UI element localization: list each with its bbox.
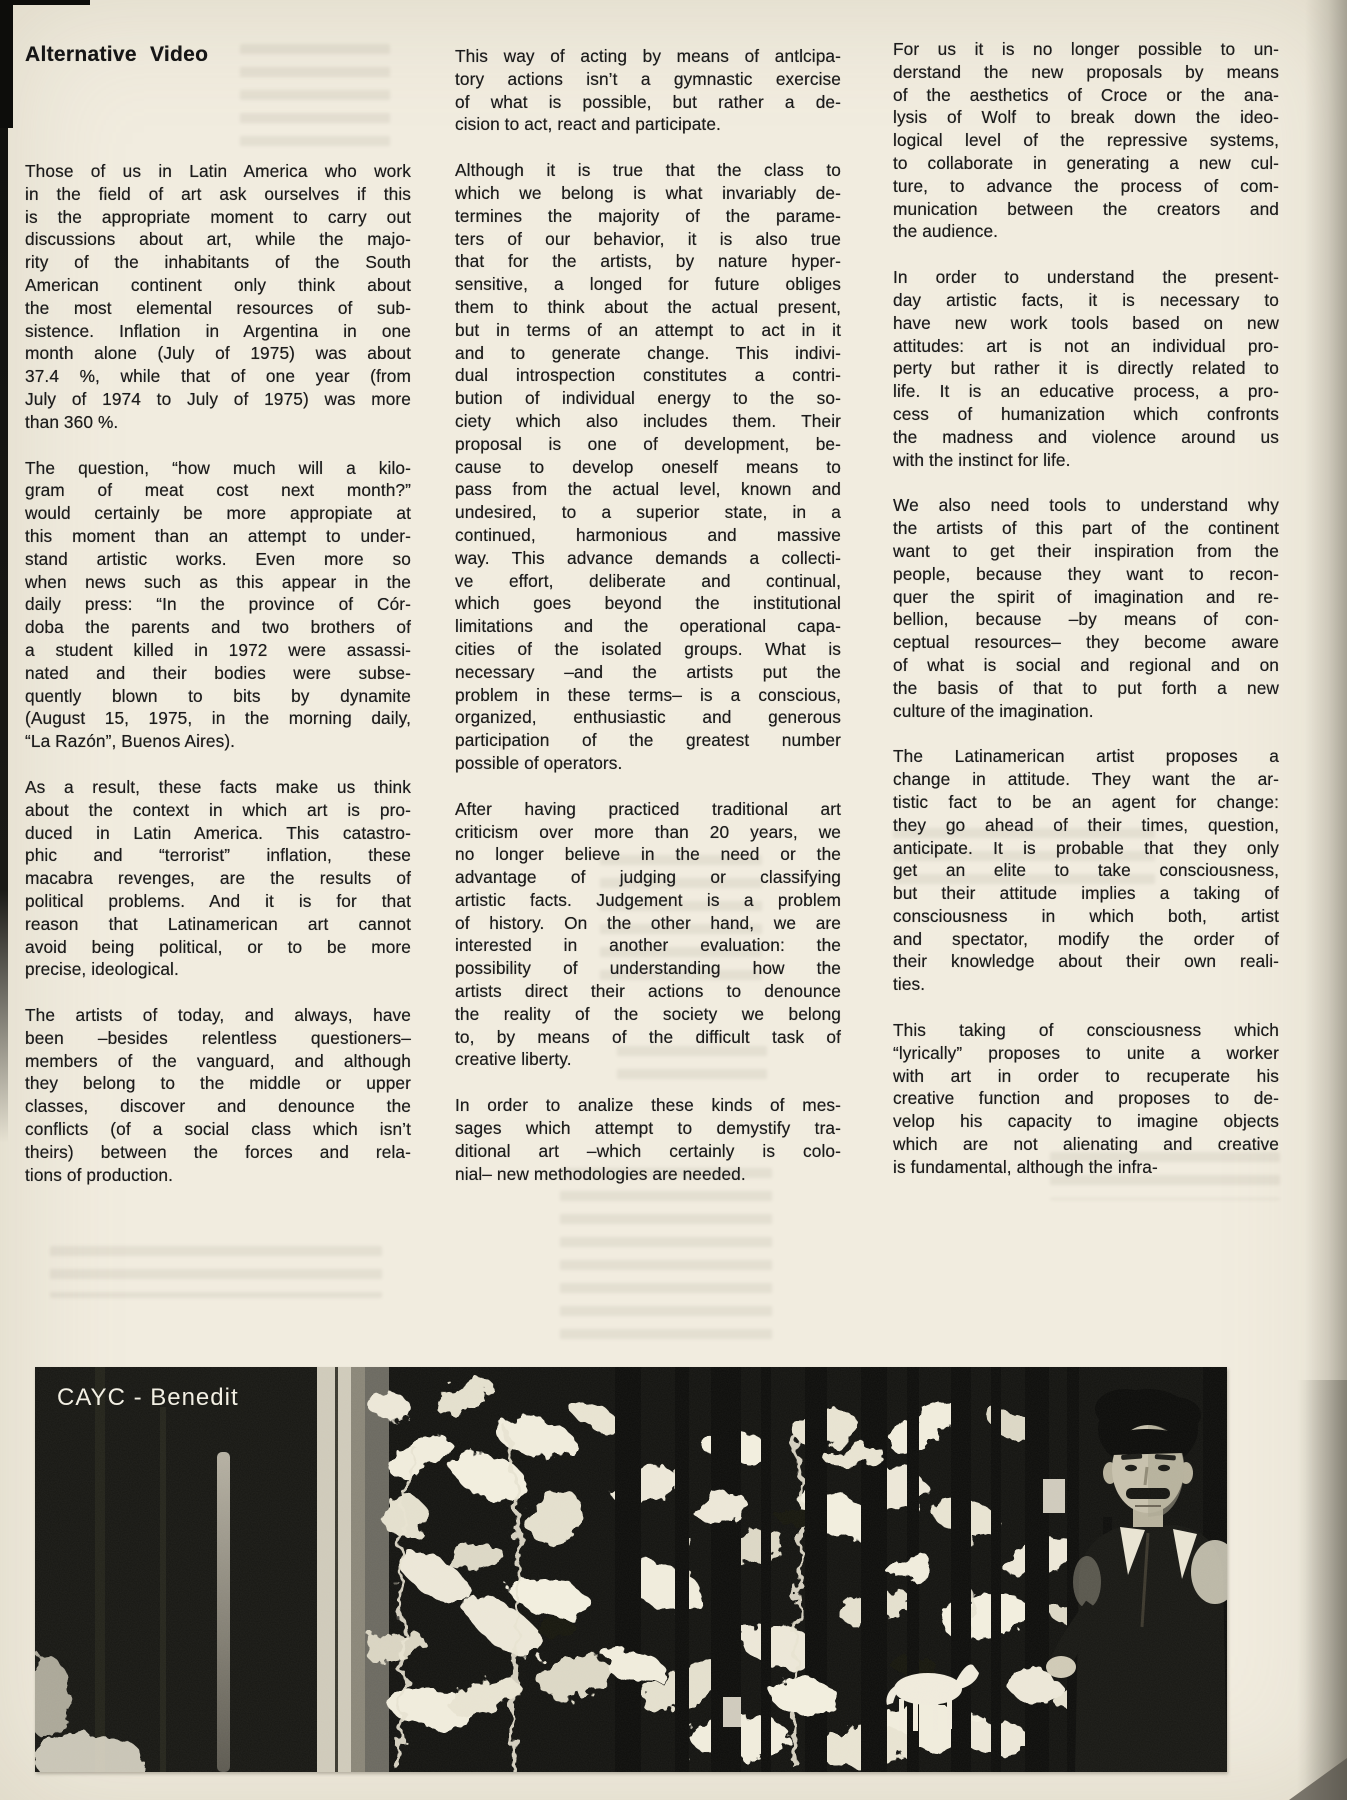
photo-cayc-benedit	[35, 1367, 1227, 1772]
text-line: and to generate change. This indivi-	[455, 342, 841, 363]
text-line: tory actions isn’t a gymnastic exercise	[455, 68, 841, 89]
text-line: of what is possible, but rather a de-	[455, 91, 841, 112]
text-column-1	[25, 160, 411, 1209]
text-line: cess of humanization which confronts	[893, 403, 1279, 424]
text-line: sensitive, a longed for future obliges	[455, 274, 841, 295]
text-line: theirs) between the forces and rela-	[25, 1141, 411, 1162]
text-line: rity of the inhabitants of the South	[25, 252, 411, 273]
text-line: proposal is one of development, be-	[455, 433, 841, 454]
text-line: nial– new methodologies are needed.	[455, 1163, 746, 1184]
text-line: which are not alienating and creative	[893, 1134, 1279, 1155]
text-line: “La Razón”, Buenos Aires).	[25, 731, 236, 752]
text-line: The question, “how much will a kilo-	[25, 457, 411, 478]
text-line: day artistic facts, it is necessary to	[893, 289, 1279, 310]
text-line: culture of the imagination.	[893, 700, 1094, 721]
page-edge-shadow	[1297, 1380, 1347, 1800]
text-line: ties.	[893, 974, 926, 995]
text-line: termines the majority of the parame-	[455, 205, 841, 226]
text-line: people, because they want to recon-	[893, 563, 1279, 584]
text-line: After having practiced traditional art	[455, 798, 841, 819]
scan-edge-artifact	[0, 128, 8, 1143]
text-line: doba the parents and two brothers of	[25, 617, 411, 638]
photo-caption: CAYC - Benedit	[57, 1384, 239, 1411]
paragraph	[455, 798, 841, 1072]
text-line: of history. On the other hand, we are	[455, 912, 841, 933]
text-line: precise, ideological.	[25, 959, 179, 980]
text-line: 37.4 %, while that of one year (from	[25, 366, 411, 387]
text-line: The artists of today, and always, have	[25, 1005, 411, 1026]
text-line: the audience.	[893, 221, 999, 242]
text-line: when news such as this appear in the	[25, 571, 411, 592]
text-line: the artists of this part of the continent	[893, 518, 1279, 539]
paragraph	[455, 1094, 841, 1185]
text-line: ditional art –which certainly is colo-	[455, 1140, 841, 1161]
text-line: of the aesthetics of Croce or the ana-	[893, 84, 1279, 105]
text-line: quer the spirit of imagination and re-	[893, 586, 1279, 607]
text-line: creative function and proposes to de-	[893, 1088, 1279, 1109]
text-line: participation of the greatest number	[455, 730, 841, 751]
text-line: organized, enthusiastic and generous	[455, 707, 841, 728]
bleed-through-text	[50, 1246, 382, 1298]
text-line: limitations and the operational capa-	[455, 616, 841, 637]
text-line: problem in these terms– is a conscious,	[455, 684, 841, 705]
text-line: change in attitude. They want the ar-	[893, 769, 1279, 790]
text-line: with the instinct for life.	[893, 449, 1071, 470]
text-line: the basis of that to put forth a new	[893, 677, 1279, 698]
text-line: creative liberty.	[455, 1049, 572, 1070]
text-line: The Latinamerican artist proposes a	[893, 746, 1279, 767]
text-line: attitudes: art is not an individual pro-	[893, 335, 1279, 356]
text-line: political problems. And it is for that	[25, 890, 411, 911]
text-line: ceptual resources– they become aware	[893, 632, 1279, 653]
text-line: macabra revenges, are the results of	[25, 868, 411, 889]
text-line: they go ahead of their times, question,	[893, 814, 1279, 835]
text-line: of what is social and regional and on	[893, 654, 1279, 675]
text-line: get an elite to take consciousness,	[893, 860, 1279, 881]
text-line: quently blown to bits by dynamite	[25, 685, 411, 706]
text-line: way. This advance demands a collecti-	[455, 547, 841, 568]
text-line: is the appropriate moment to carry out	[25, 206, 411, 227]
text-line: possibility of understanding how the	[455, 958, 841, 979]
text-line: consciousness in which both, artist	[893, 905, 1279, 926]
text-line: stand artistic works. Even more so	[25, 548, 411, 569]
text-line: Those of us in Latin America who work	[25, 161, 411, 181]
text-line: the madness and violence around us	[893, 426, 1279, 447]
text-line: is fundamental, although the infra-	[893, 1156, 1158, 1177]
text-line: possible of operators.	[455, 752, 623, 773]
text-line: no longer believe in the need or the	[455, 844, 841, 865]
text-line: (August 15, 1975, in the morning daily,	[25, 708, 411, 729]
text-line: life. It is an educative process, a pro-	[893, 381, 1279, 402]
text-line: necessary –and the artists put the	[455, 661, 841, 682]
text-line: criticism over more than 20 years, we	[455, 821, 841, 842]
text-line: ters of our behavior, it is also true	[455, 228, 841, 249]
text-line: which we belong is what invariably de-	[455, 182, 841, 203]
paragraph	[25, 160, 411, 434]
text-line: than 360 %.	[25, 411, 119, 432]
text-line: pass from the actual level, known and	[455, 479, 841, 500]
paragraph	[25, 1004, 411, 1186]
text-line: in the field of art ask ourselves if this	[25, 183, 411, 204]
text-line: munication between the creators and	[893, 198, 1279, 219]
text-line: the reality of the society we belong	[455, 1003, 841, 1024]
text-line: avoid being political, or to be more	[25, 936, 411, 957]
text-line: reason that Latinamerican art cannot	[25, 913, 411, 934]
text-line: tions of production.	[25, 1164, 174, 1185]
text-line: want to get their inspiration from the	[893, 540, 1279, 561]
photo-illustration	[35, 1367, 1227, 1772]
text-line: members of the vanguard, and although	[25, 1050, 411, 1071]
text-line: Although it is true that the class to	[455, 160, 841, 181]
text-line: anticipate. It is probable that they only	[893, 837, 1279, 858]
text-line: month alone (July of 1975) was about	[25, 343, 411, 364]
text-line: artists direct their actions to denounce	[455, 981, 841, 1002]
text-line: bution of individual energy to the so-	[455, 388, 841, 409]
text-line: cities of the isolated groups. What is	[455, 638, 841, 659]
text-line: but in terms of an attempt to act in it	[455, 319, 841, 340]
text-line: sistence. Inflation in Argentina in one	[25, 320, 411, 341]
text-line: This taking of consciousness which	[893, 1020, 1279, 1041]
paragraph	[893, 494, 1279, 722]
text-line: For us it is no longer possible to un-	[893, 39, 1279, 59]
text-line: phic and “terrorist” inflation, these	[25, 845, 411, 866]
text-line: In order to understand the present-	[893, 267, 1279, 288]
text-line: them to think about the actual present,	[455, 296, 841, 317]
text-line: their knowledge about their own reali-	[893, 951, 1279, 972]
text-line: duced in Latin America. This catastro-	[25, 822, 411, 843]
text-line: classes, discover and denounce the	[25, 1096, 411, 1117]
text-line: that for the artists, by nature hyper-	[455, 251, 841, 272]
paragraph	[25, 457, 411, 753]
text-line: In order to analize these kinds of mes-	[455, 1095, 841, 1116]
text-line: This way of acting by means of antlcipa-	[455, 46, 841, 66]
text-line: cause to develop oneself means to	[455, 456, 841, 477]
text-line: American continent only think about	[25, 274, 411, 295]
text-line: gram of meat cost next month?”	[25, 480, 411, 501]
text-line: have new work tools based on new	[893, 312, 1279, 333]
text-line: about the context in which art is pro-	[25, 799, 411, 820]
paragraph	[893, 38, 1279, 243]
text-line: a student killed in 1972 were assassi-	[25, 639, 411, 660]
bleed-through-text	[240, 44, 390, 150]
text-line: which goes beyond the institutional	[455, 593, 841, 614]
text-line: interested in another evaluation: the	[455, 935, 841, 956]
text-line: to collaborate in generating a new cul-	[893, 152, 1279, 173]
scan-edge-artifact	[0, 0, 90, 5]
text-line: the most elemental resources of sub-	[25, 297, 411, 318]
text-column-2	[455, 45, 841, 1208]
text-line: daily press: “In the province of Cór-	[25, 594, 411, 615]
text-line: been –besides relentless questioners–	[25, 1027, 411, 1048]
paragraph	[455, 45, 841, 136]
text-line: ve effort, deliberate and continual,	[455, 570, 841, 591]
article-title: Alternative Video	[25, 43, 209, 66]
text-line: would certainly be more appropiate at	[25, 503, 411, 524]
paragraph	[893, 1019, 1279, 1179]
text-line: advantage of judging or classifying	[455, 867, 841, 888]
text-line: to, by means of the difficult task of	[455, 1026, 841, 1047]
text-line: “lyrically” proposes to unite a worker	[893, 1042, 1279, 1063]
text-line: perty but rather it is directly related to	[893, 358, 1279, 379]
text-line: July of 1974 to July of 1975) was more	[25, 388, 411, 409]
text-line: tistic fact to be an agent for change:	[893, 791, 1279, 812]
text-line: ciety which also includes them. Their	[455, 410, 841, 431]
text-line: bellion, because –by means of con-	[893, 609, 1279, 630]
paragraph	[25, 776, 411, 981]
text-line: artistic facts. Judgement is a problem	[455, 889, 841, 910]
text-line: ture, to advance the process of com-	[893, 175, 1279, 196]
paragraph	[893, 266, 1279, 471]
text-line: dual introspection constitutes a contri-	[455, 365, 841, 386]
text-line: velop his capacity to imagine objects	[893, 1111, 1279, 1132]
text-line: nated and their bodies were subse-	[25, 662, 411, 683]
text-line: with art in order to recuperate his	[893, 1065, 1279, 1086]
text-column-3	[893, 38, 1279, 1202]
text-line: We also need tools to understand why	[893, 495, 1279, 516]
text-line: they belong to the middle or upper	[25, 1073, 411, 1094]
text-line: As a result, these facts make us think	[25, 776, 411, 797]
text-line: cision to act, react and participate.	[455, 114, 721, 135]
text-line: and spectator, modify the order of	[893, 928, 1279, 949]
paragraph	[455, 159, 841, 775]
scan-edge-artifact	[0, 0, 13, 128]
text-line: conflicts (of a social class which isn’t	[25, 1119, 411, 1140]
text-line: undesired, to a superior state, in a	[455, 502, 841, 523]
text-line: derstand the new proposals by means	[893, 61, 1279, 82]
text-line: discussions about art, while the majo-	[25, 229, 411, 250]
text-line: but their attitude implies a taking of	[893, 883, 1279, 904]
text-line: this moment than an attempt to under-	[25, 525, 411, 546]
text-line: logical level of the repressive systems,	[893, 130, 1279, 151]
text-line: continued, harmonious and massive	[455, 524, 841, 545]
text-line: lysis of Wolf to break down the ideo-	[893, 107, 1279, 128]
text-line: sages which attempt to demystify tra-	[455, 1118, 841, 1139]
paragraph	[893, 745, 1279, 996]
